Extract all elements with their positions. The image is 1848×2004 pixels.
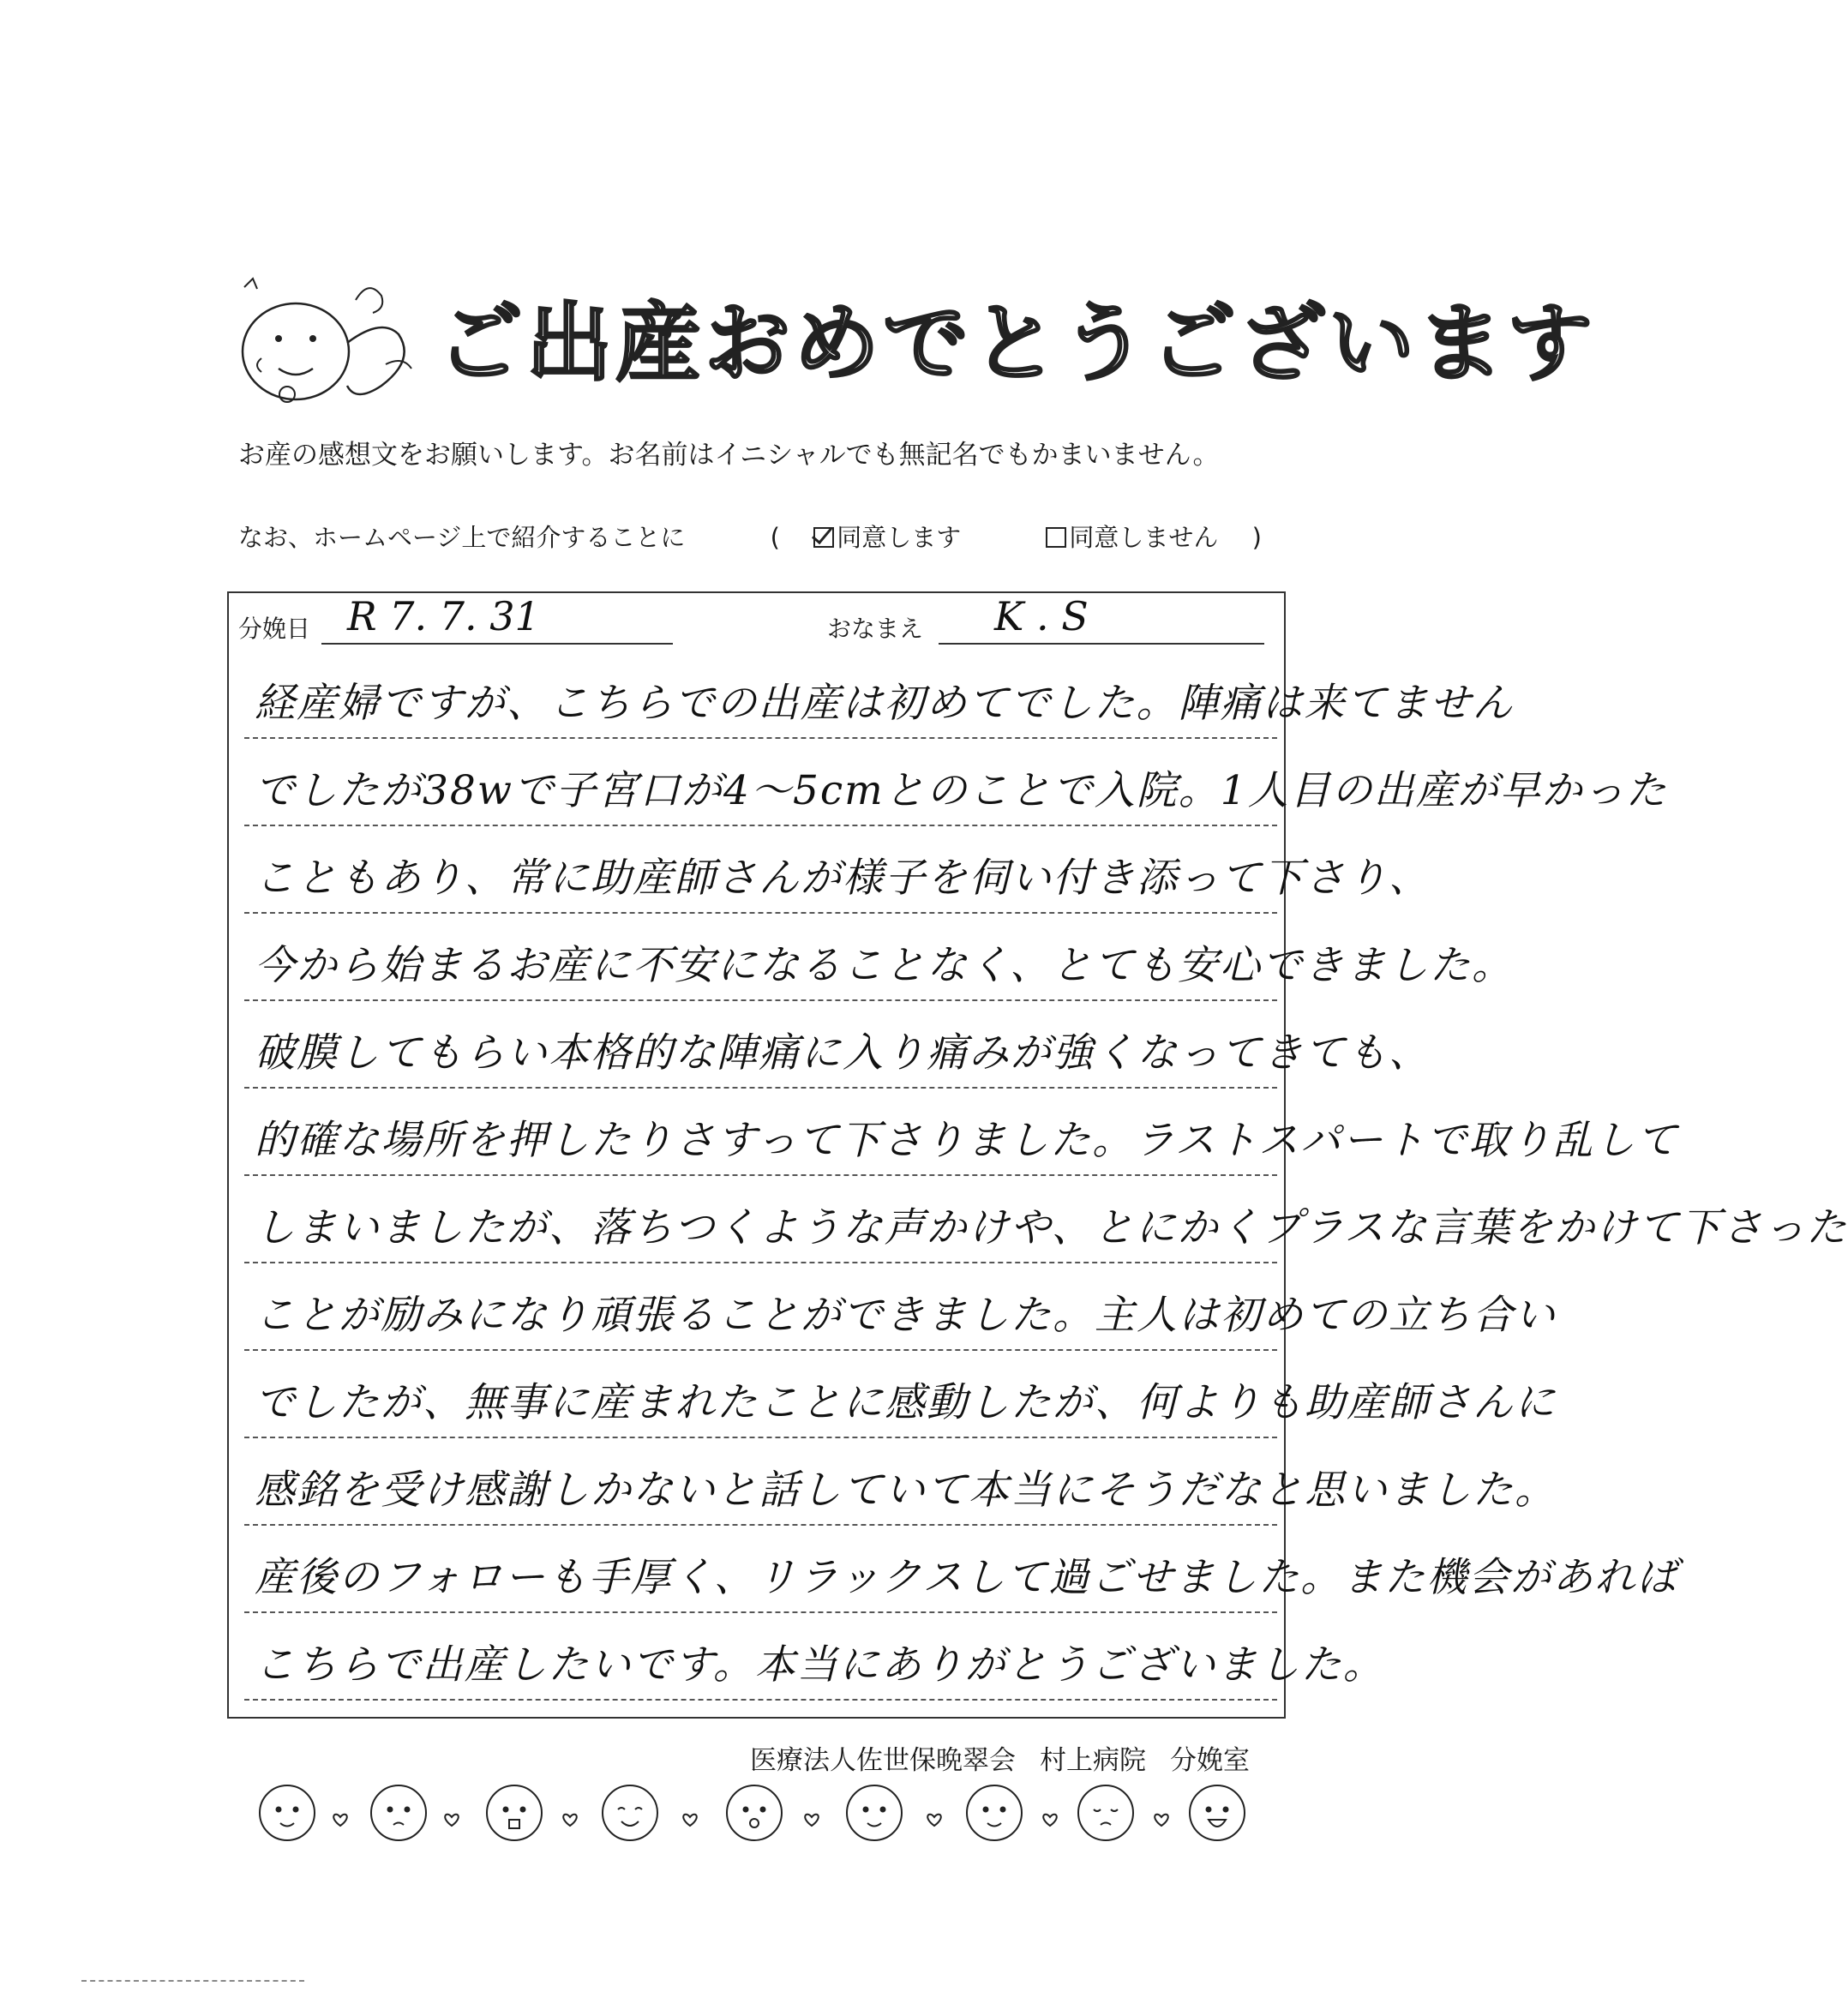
- text-line: 的確な場所を押したりさすって下さりました。ラストスパートで取り乱して: [244, 1089, 1277, 1176]
- name-value[interactable]: K . S: [994, 593, 1089, 639]
- text-line: こともあり、常に助産師さんが様子を伺い付き添って下さり、: [244, 826, 1277, 914]
- consent-paren-close: ): [1251, 523, 1262, 552]
- footer-credit: [750, 1738, 1250, 1777]
- text-line: 経産婦ですが、こちらでの出産は初めてでした。陣痛は来てません: [244, 651, 1277, 739]
- intro-text: お産の感想文をお願いします。お名前はイニシャルでも無記名でもかまいません。: [238, 440, 1220, 471]
- text-line: でしたが38wで子宮口が4～5cmとのことで入院。1人目の出産が早かった: [244, 739, 1277, 826]
- text-line: でしたが、無事に産まれたことに感動したが、何よりも助産師さんに: [244, 1351, 1277, 1438]
- disagree-label: 同意しません: [1069, 523, 1219, 552]
- text-line: しまいましたが、落ちつくような声かけや、とにかくプラスな言葉をかけて下さった: [244, 1176, 1277, 1263]
- date-underline: [321, 643, 673, 645]
- footer-dept: 分娩室: [1170, 1745, 1250, 1776]
- agree-checkbox[interactable]: [813, 527, 834, 548]
- consent-row: [238, 519, 1262, 554]
- footer-hospital: 村上病院: [1040, 1745, 1146, 1776]
- baby-faces-border-icon: [253, 1774, 1281, 1851]
- text-line: ことが励みになり頑張ることができました。主人は初めての立ち合い: [244, 1263, 1277, 1351]
- text-line: 破膜してもらい本格的な陣痛に入り痛みが強くなってきても、: [244, 1001, 1277, 1089]
- agree-label: 同意します: [837, 523, 962, 552]
- date-label: 分娩日: [238, 615, 311, 643]
- page-title: ご出産おめでとうございます: [437, 293, 1596, 393]
- consent-lead: なお、ホームページ上で紹介することに: [238, 523, 686, 552]
- consent-paren-open: (: [770, 523, 780, 552]
- consent-disagree-option[interactable]: [1046, 519, 1218, 554]
- text-line: こちらで出産したいです。本当にありがとうございました。: [244, 1613, 1277, 1701]
- text-line: 感銘を受け感謝しかないと話していて本当にそうだなと思いました。: [244, 1438, 1277, 1526]
- header-banner: [227, 257, 1596, 429]
- scan-artifact: [81, 1980, 304, 1982]
- footer-org: 医療法人佐世保晩翠会: [750, 1745, 1016, 1776]
- disagree-checkbox[interactable]: [1046, 527, 1066, 548]
- name-underline: [939, 643, 1264, 645]
- baby-illustration-icon: [227, 257, 450, 429]
- consent-agree-option[interactable]: [813, 519, 961, 554]
- date-value[interactable]: R 7. 7. 31: [347, 593, 540, 639]
- text-line: 産後のフォローも手厚く、リラックスして過ごせました。また機会があれば: [244, 1526, 1277, 1613]
- text-line: 今から始まるお産に不安になることなく、とても安心できました。: [244, 914, 1277, 1001]
- name-label: おなまえ: [827, 615, 924, 643]
